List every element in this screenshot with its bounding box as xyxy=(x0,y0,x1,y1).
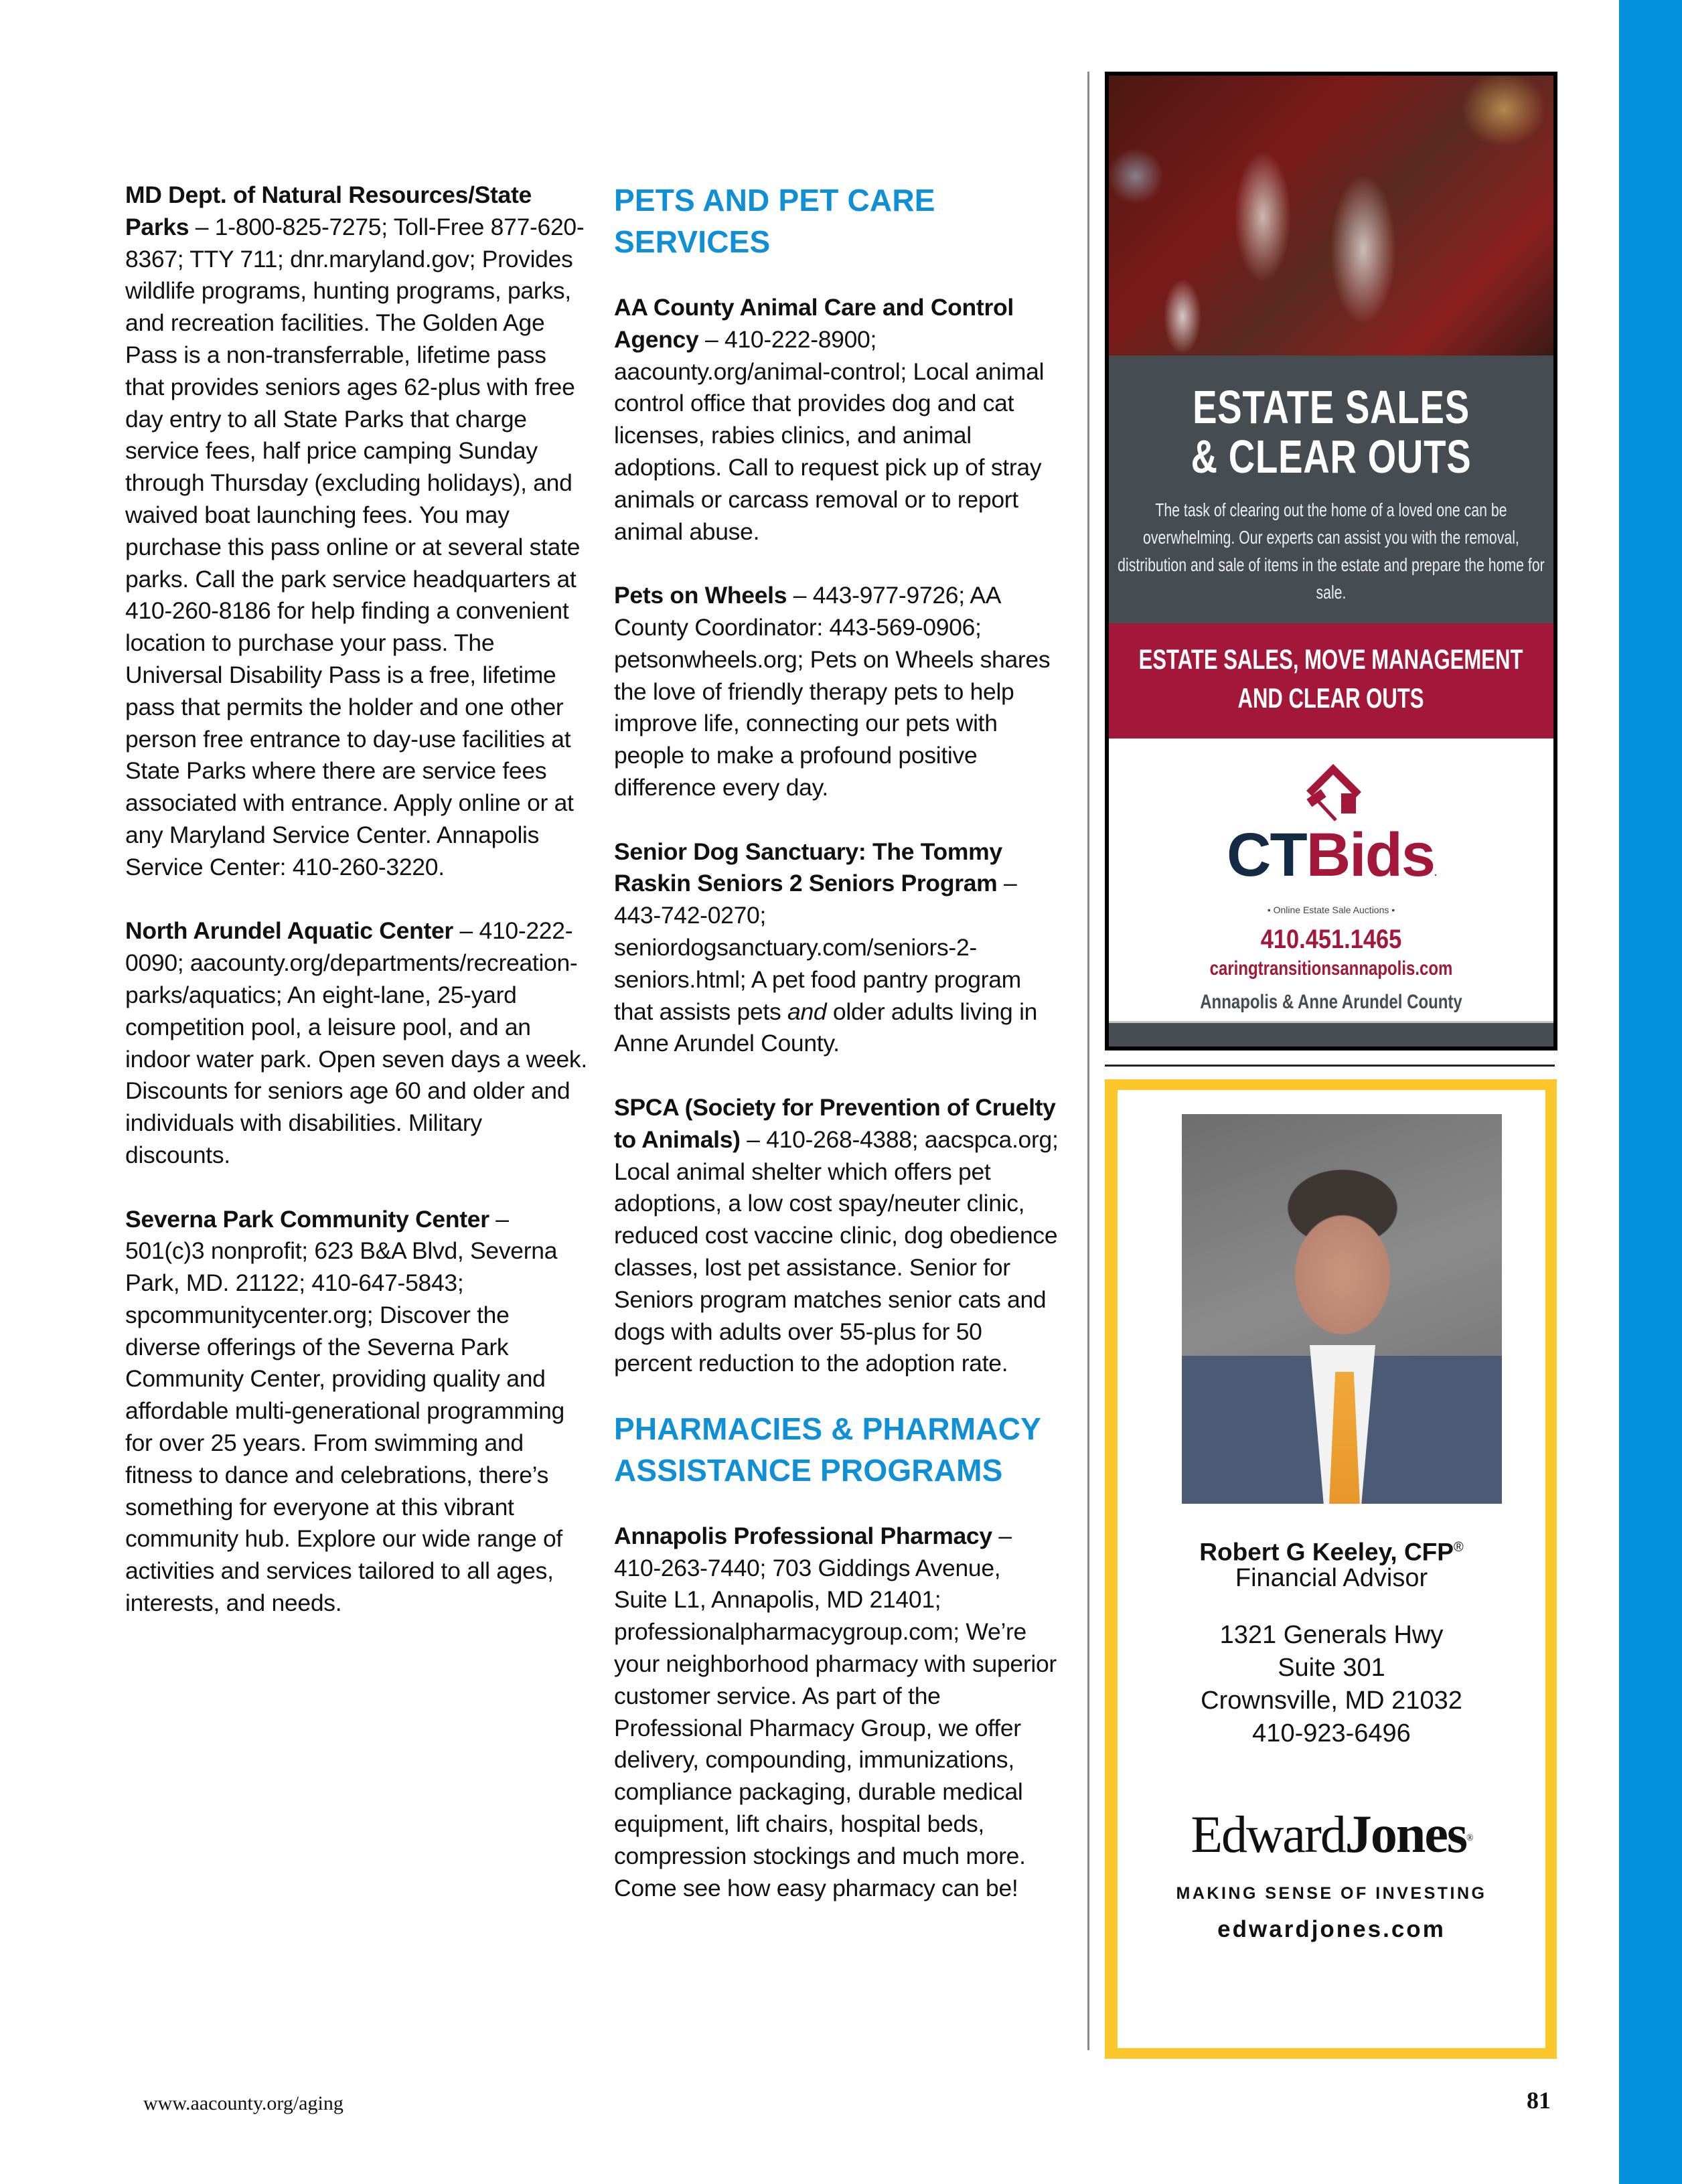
listing-pets-on-wheels xyxy=(614,580,1059,804)
ad-phone[interactable]: 410.451.1465 xyxy=(1260,925,1402,954)
ad-headline-line: & CLEAR OUTS xyxy=(1191,431,1472,483)
ad-services-banner xyxy=(1109,623,1553,738)
ad-tagline: • Online Estate Sale Auctions • xyxy=(1267,905,1395,915)
section-heading-pharmacies: PHARMACIES & PHARMACY ASSISTANCE PROGRAMS xyxy=(614,1411,1041,1488)
logo-bids: Bids xyxy=(1306,821,1435,889)
listing-name: Severna Park Community Center xyxy=(125,1205,489,1233)
listing-severna-park-community-center xyxy=(125,1204,587,1620)
address-line: 1321 Generals Hwy xyxy=(1219,1621,1444,1649)
ej-website-link[interactable]: edwardjones.com xyxy=(1217,1916,1446,1942)
listing-body: – 443-742-0270; seniordogsanctuary.com/seniors-2-seniors.html; A pet food pantry program that assists pets xyxy=(614,870,1021,1025)
listing-body: – 443-977-9726; AA County Coordinator: 443-569-0906; petsonwheels.org; Pets on Wheels shares the love of friendly therapy pets to help improve life, connecting our pets with people to make a profound positive difference every day. xyxy=(614,582,1051,801)
registered-mark: ® xyxy=(1466,1833,1472,1843)
advisor-address xyxy=(1118,1619,1545,1750)
edward-jones-logo xyxy=(1118,1806,1545,1863)
ad-headline-line: ESTATE SALES xyxy=(1193,381,1470,433)
listing-body: – 410-222-0090; aacounty.org/departments/recreation-parks/aquatics; An eight-lane, 25-yard competition pool, a leisure pool, and an indoor water park. Open seven days a week. Discounts for seniors age 60 and older and individuals with disabilities. Military discounts. xyxy=(125,917,587,1168)
house-gavel-icon xyxy=(1294,759,1368,826)
address-line: Suite 301 xyxy=(1278,1654,1385,1682)
listing-name: Annapolis Professional Pharmacy xyxy=(614,1522,992,1549)
listing-name: MD Dept. of Natural Resources/State Parks xyxy=(125,181,532,240)
listing-senior-dog-sanctuary xyxy=(614,836,1059,1061)
listing-body: older adults living in Anne Arundel County. xyxy=(614,998,1038,1057)
listing-body: – 1-800-825-7275; Toll-Free 877-620-8367; TTY 711; dnr.maryland.gov; Provides wildlife programs, hunting programs, parks, and recreation facilities. The Golden Age Pass is a non-transferrable, lifetime pass that provides seniors ages 62-plus with free day entry to all State Parks that charge service fees, half price camping Sunday through Thursday (excluding holidays), and waived boat launching fees. You may purchase this pass online or at several state parks. Call the park service headquarters at 410-260-8186 for help finding a convenient location to purchase your pass. The Universal Disability Pass is a free, lifetime pass that permits the holder and one other person free entrance to day-use facilities at State Parks where there are service fees associated with entrance. Apply online or at any Maryland Service Center. Annapolis Service Center: 410-260-3220. xyxy=(125,213,585,880)
ad-service-area: Annapolis & Anne Arundel County xyxy=(1200,991,1462,1013)
ad-headline xyxy=(1158,356,1505,481)
advisor-title: Financial Advisor xyxy=(1235,1564,1428,1592)
advisor-name-text: Robert G Keeley, CFP xyxy=(1199,1538,1454,1566)
ctbids-logo xyxy=(1109,823,1553,905)
registered-mark: ® xyxy=(1453,1540,1464,1555)
footer-website[interactable]: www.aacounty.org/aging xyxy=(143,2092,343,2114)
listing-body: – 410-222-8900; aacounty.org/animal-control; Local animal control office that provides dog and cat licenses, rabies clinics, and animal adoptions. Call to request pick up of stray animals or carcass removal or to report animal abuse. xyxy=(614,325,1045,545)
logo-mark: . xyxy=(1434,867,1436,878)
logo-edward: Edward xyxy=(1191,1805,1345,1863)
ad-headline-panel xyxy=(1109,356,1553,623)
listing-aa-animal-care xyxy=(614,292,1059,548)
ad-brand-panel xyxy=(1109,738,1553,1021)
middle-column xyxy=(614,179,1059,1936)
ad-website-link[interactable]: caringtransitionsannapolis.com xyxy=(1209,957,1453,980)
address-line: Crownsville, MD 21032 xyxy=(1201,1687,1462,1715)
listing-north-arundel-aquatic xyxy=(125,915,587,1171)
listing-body: – 410-268-4388; aacspca.org; Local animal shelter which offers pet adoptions, a low cost spay/neuter clinic, reduced cost vaccine clinic, dog obedience classes, lost pet assistance. Senior for Seniors program matches senior cats and dogs with adults over 55-plus for 50 percent reduction to the adoption rate. xyxy=(614,1125,1059,1377)
listing-spca xyxy=(614,1092,1059,1380)
column-divider xyxy=(1087,72,1089,2050)
banner-line: AND CLEAR OUTS xyxy=(1237,682,1424,714)
left-column xyxy=(125,179,587,1652)
page-number: 81 xyxy=(1527,2087,1551,2114)
section-heading-pets: PETS AND PET CARE SERVICES xyxy=(614,183,935,259)
banner-line: ESTATE SALES, MOVE MANAGEMENT xyxy=(1139,643,1523,675)
logo-ct: CT xyxy=(1227,821,1306,889)
page-edge-color-bar xyxy=(1619,0,1682,2184)
listing-name: Senior Dog Sanctuary: The Tommy Raskin Seniors 2 Seniors Program xyxy=(614,838,1002,897)
listing-body-emphasis: and xyxy=(787,998,827,1025)
listing-name: North Arundel Aquatic Center xyxy=(125,917,453,945)
listing-body: – 410-263-7440; 703 Giddings Avenue, Suite L1, Annapolis, MD 21401; professionalpharmacygroup.com; We’re your neighborhood pharmacy with superior customer service. As part of the Professional Pharmacy Group, we offer delivery, compounding, immunizations, compliance packaging, durable medical equipment, lift chairs, hospital beds, compression stockings and much more. Come see how easy pharmacy can be! xyxy=(614,1522,1057,1901)
listing-annapolis-professional-pharmacy xyxy=(614,1520,1059,1905)
antiques-photo xyxy=(1109,76,1553,356)
advisor-phone[interactable]: 410-923-6496 xyxy=(1252,1719,1411,1747)
logo-jones: Jones xyxy=(1345,1805,1467,1864)
listing-body: – 501(c)3 nonprofit; 623 B&A Blvd, Severna Park, MD. 21122; 410-647-5843; spcommunitycenter.org; Discover the diverse offerings of the Severna Park Community Center, providing quality and affordable multi-generational programming for over 25 years. From swimming and fitness to dance and celebrations, there’s something for everyone at this vibrant community hub. Explore our wide range of activities and services tailored to all ages, interests, and needs. xyxy=(125,1205,564,1617)
ad-description: The task of clearing out the home of a loved one can be overwhelming. Our experts can assist you with the removal, distribution and sale of items in the estate and prepare the home for sale. xyxy=(1118,499,1545,603)
advisor-portrait-photo xyxy=(1182,1114,1502,1504)
listing-name: Pets on Wheels xyxy=(614,582,787,609)
listing-name: AA County Animal Care and Control Agency xyxy=(614,294,1014,353)
listing-md-dnr xyxy=(125,179,587,884)
ej-tagline: MAKING SENSE OF INVESTING xyxy=(1176,1884,1487,1903)
ctbids-advertisement[interactable] xyxy=(1105,72,1557,1050)
ad-bottom-band xyxy=(1109,1021,1553,1046)
listing-name: SPCA (Society for Prevention of Cruelty to Animals) xyxy=(614,1093,1056,1153)
ad-divider xyxy=(1105,1065,1555,1067)
edward-jones-advertisement[interactable] xyxy=(1105,1079,1557,2059)
